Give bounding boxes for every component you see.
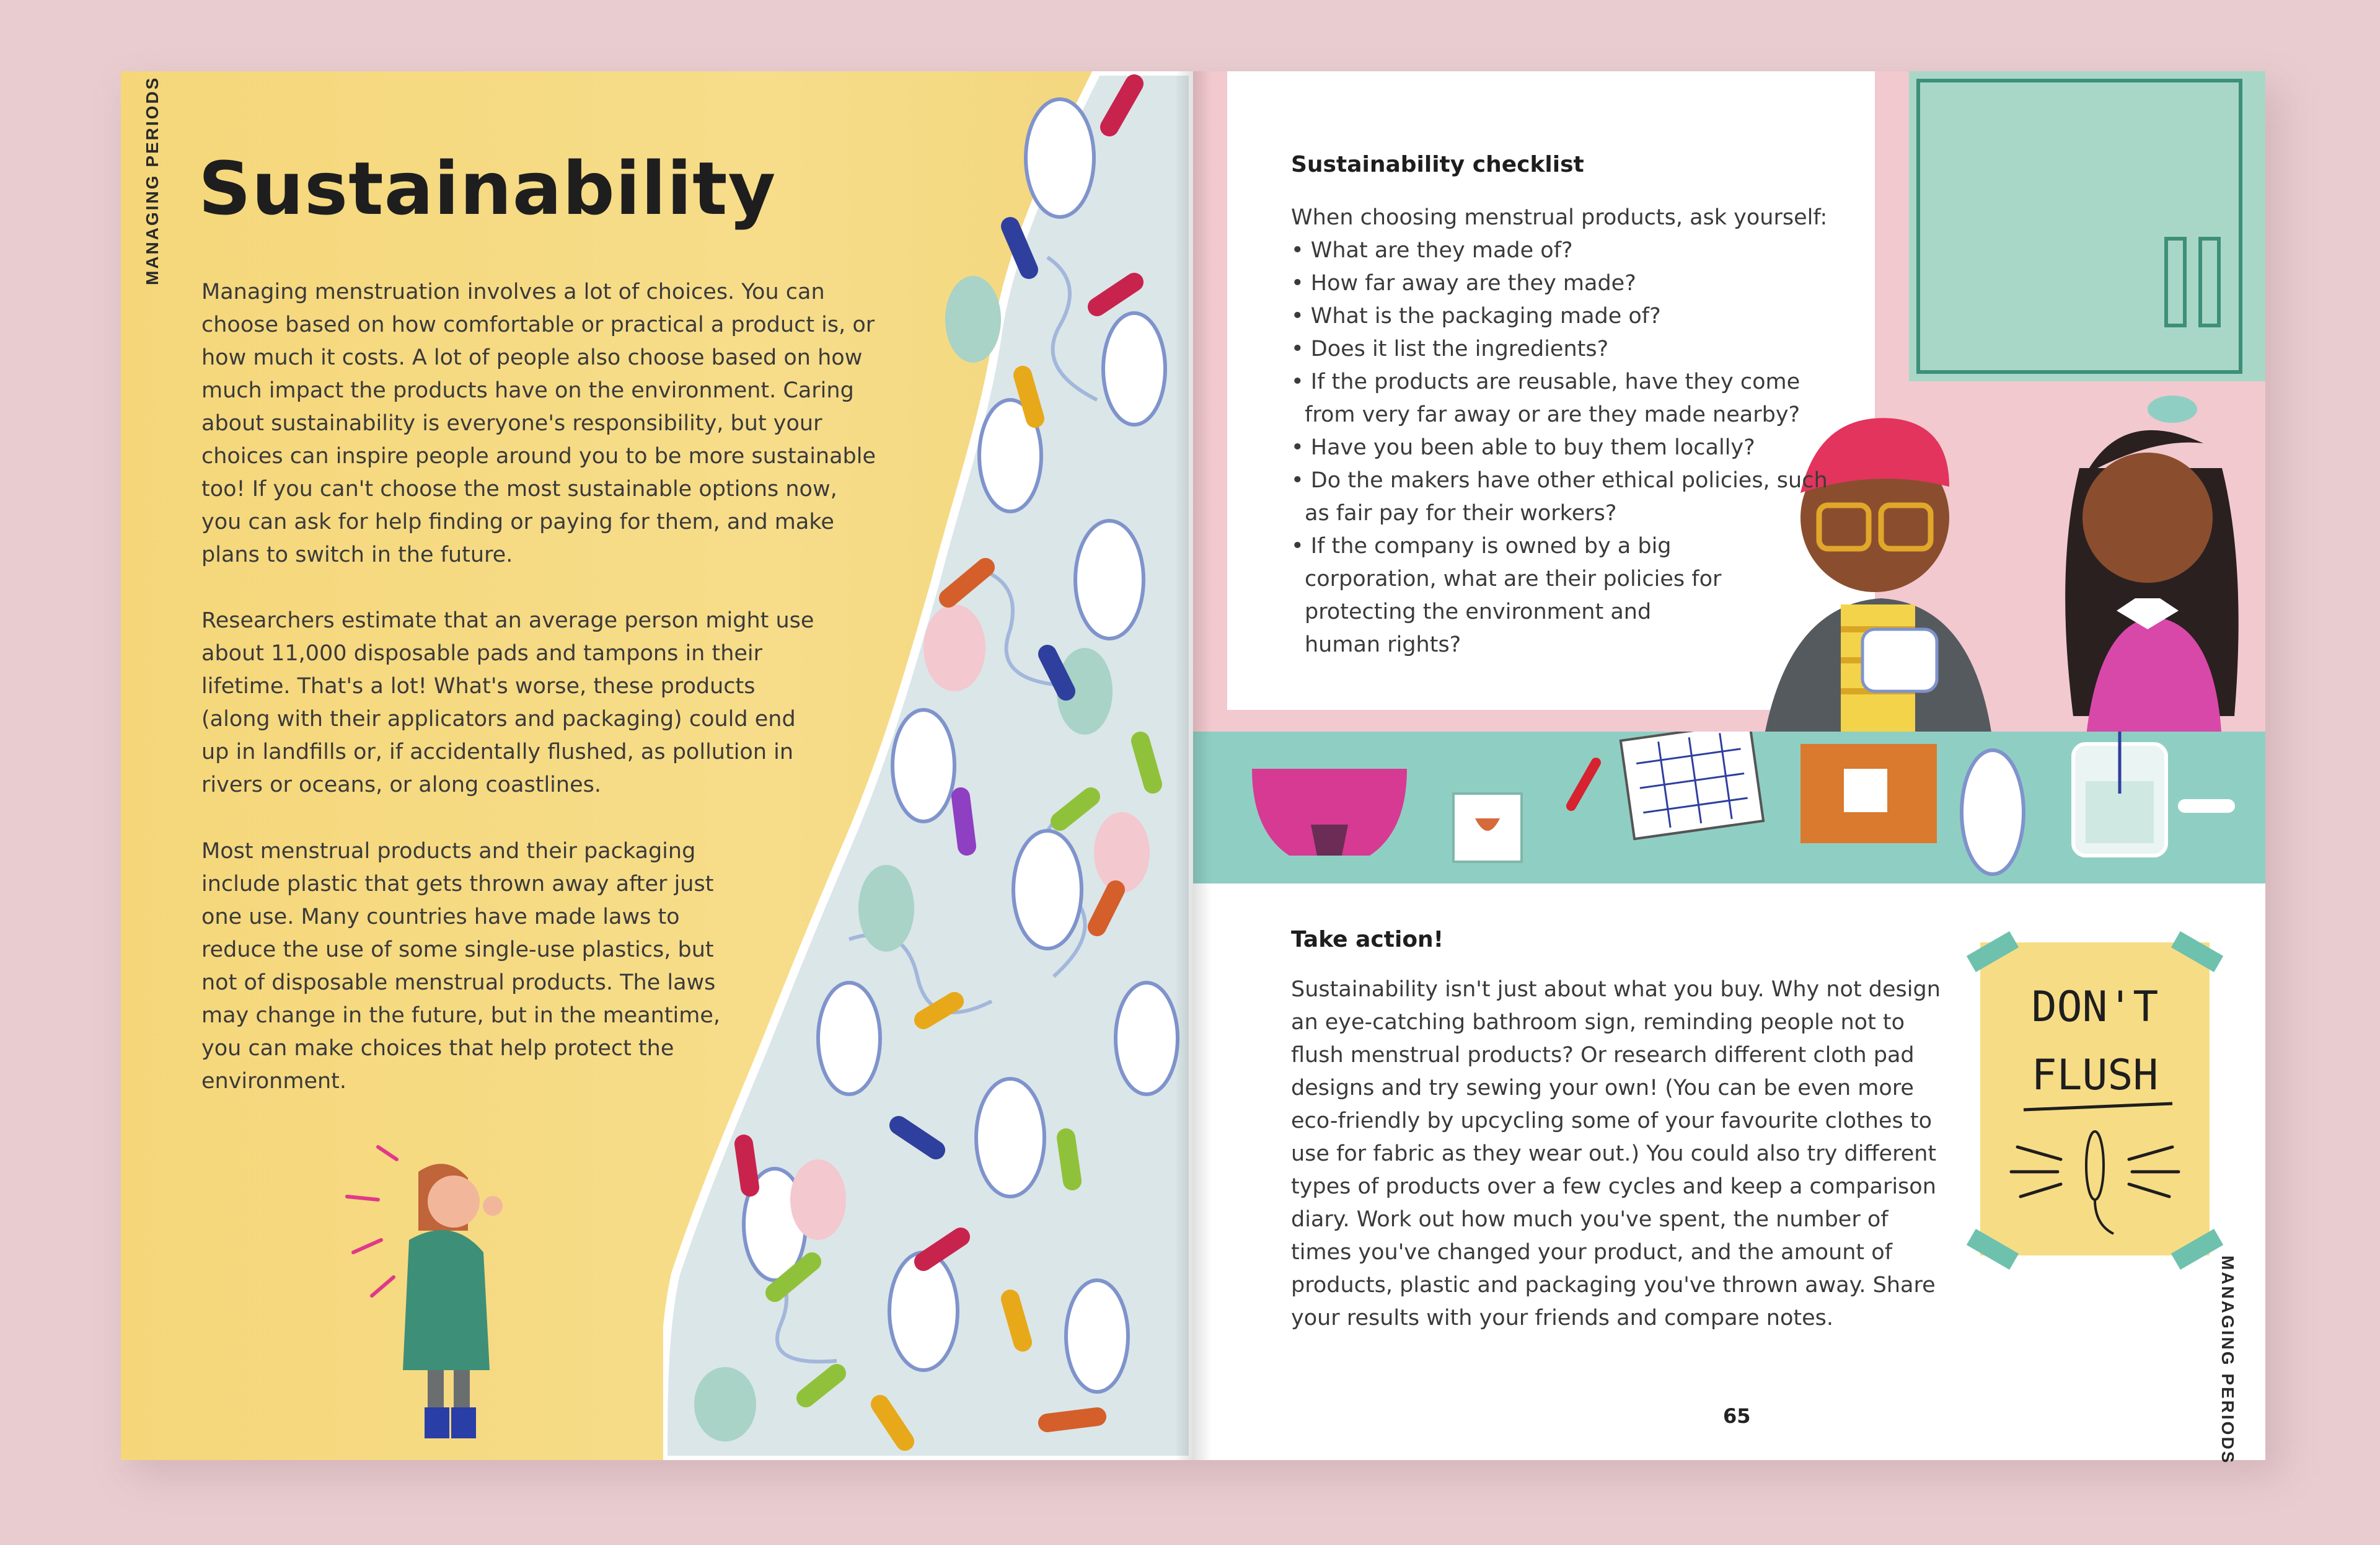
running-head-right: MANAGING PERIODS — [2218, 1255, 2237, 1465]
page-title: Sustainability — [198, 146, 777, 231]
checklist-item: • If the company is owned by a big corporation, what are their policies for protecting the environment and human rights? — [1291, 534, 1722, 657]
take-action-heading: Take action! — [1291, 927, 1444, 952]
checklist-item: • Have you been able to buy them locally? — [1291, 435, 1755, 460]
checklist-intro: When choosing menstrual products, ask yourself: — [1291, 205, 1828, 230]
paragraph-choices: Managing menstruation involves a lot of choices. You can choose based on how comfortable or practical a product is, or how much it costs. A lot of people also choose based on how much impact the products have on the environment. Caring about sustainability is everyone's responsibility, but your choices can inspire people around you to be more sustainable too! If you can't choose the most sustainable options now, you can ask for help finding or paying for them, and make plans to switch in the future. — [201, 280, 876, 567]
checklist-item: • What is the packaging made of? — [1291, 304, 1661, 329]
checklist-item: • What are they made of? — [1291, 238, 1573, 263]
paragraph-researchers: Researchers estimate that an average person might use about 11,000 disposable pads and tampons in their lifetime. That's a lot! What's worse, these products (along with their applicators and packaging) could end up in landfills or, if accidentally flushed, as pollution in rivers or oceans, or along coastlines. — [201, 608, 814, 797]
checklist-item: • If the products are reusable, have they come from very far away or are they made nearby? — [1291, 370, 1800, 427]
checklist-item: • How far away are they made? — [1291, 271, 1636, 296]
checklist-heading: Sustainability checklist — [1291, 152, 1584, 177]
page-number: 65 — [1723, 1404, 1751, 1428]
checklist — [1291, 234, 1850, 662]
counter-products-illustration — [1193, 732, 2265, 883]
checklist-item: • Do the makers have other ethical policies, such as fair pay for their workers? — [1291, 468, 1828, 526]
sign-line-2: FLUSH — [2031, 1051, 2159, 1100]
book-gutter — [1175, 71, 1212, 1460]
paragraph-plastics: Most menstrual products and their packaging include plastic that gets thrown away after just one use. Many countries have made laws to reduce the use of some single-use plastics, but not of disposable menstrual products. The laws may change in the future, but in the meantime, you can make choices that help protect the environment. — [201, 839, 721, 1094]
sign-line-1: DON'T — [2031, 983, 2159, 1032]
sign-tape — [1965, 930, 2225, 1271]
running-head-left: MANAGING PERIODS — [143, 76, 162, 285]
child-illustration — [335, 1128, 545, 1451]
checklist-item: • Does it list the ingredients? — [1291, 337, 1609, 361]
take-action-text: Sustainability isn't just about what you buy. Why not design an eye-catching bathroom sign, reminding people not to flush menstrual products? Or research different cloth pad designs and try sewing your own! (You can be even more eco-friendly by upcycling some of your favourite clothes to use for fabric as they wear out.) You could also try different types of products over a few cycles and keep a comparison diary. Work out how much you've spent, the number of times you've changed your product, and the amount of products, plastic and packaging you've thrown away. Share your results with your friends and compare notes. — [1291, 977, 1941, 1330]
